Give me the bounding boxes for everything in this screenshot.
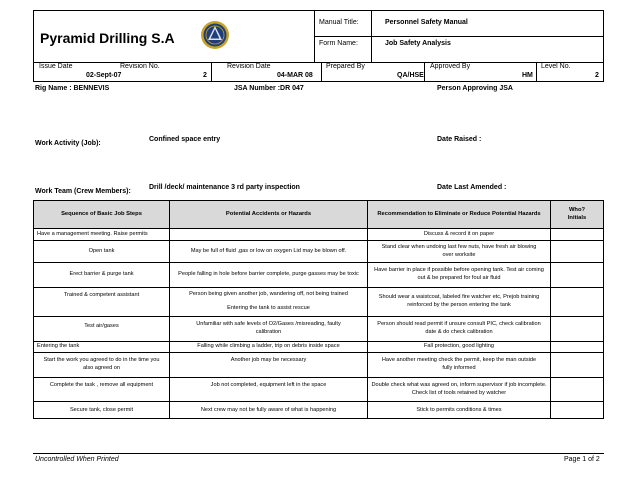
table-cell-step: Open tank [88,247,115,254]
header-divider [314,36,604,37]
table-cell-initials [551,402,603,419]
issue-date-value: 02-Sept-07 [86,72,122,79]
table-cell-initials [551,229,603,240]
table-cell-step: Complete the task , remove all equipment [49,382,154,389]
table-cell-hazard: Unfamiliar with safe levels of O2/Gases /misreading, faulty calibration [196,321,341,335]
issue-date-label: Issue Date [39,63,73,70]
table-cell-recommendation: Have barrier in place if possible before opening tank. Test air coming out & be prepared for foul air fluid [374,267,544,281]
table-cell-recommendation: Stand clear when undoing last few nuts, have fresh air blowing over worksite [381,243,537,258]
table-cell-initials [551,288,603,316]
table-cell-recommendation: Have another meeting check the permit, keep the man outside fully informed [381,357,537,371]
manual-title-value: Personnel Safety Manual [385,19,468,26]
table-cell-initials [551,263,603,287]
jsa-number: JSA Number :DR 047 [234,85,304,92]
table-cell-step: Trained & competent assistant [63,292,140,299]
table-cell-recommendation: Stick to permits conditions & times [416,406,502,413]
date-raised-label: Date Raised : [437,136,482,143]
table-header-cell: Sequence of Basic Job Steps [34,201,169,228]
prepared-by-value: QA/HSE [397,72,424,79]
work-team-label: Work Team (Crew Members): [35,188,131,195]
header-divider [536,62,537,82]
work-activity-value: Confined space entry [149,136,221,143]
level-no-label: Level No. [541,63,571,70]
footer-page-number: Page 1 of 2 [564,456,600,463]
revision-no-label: Revision No. [120,63,160,70]
level-no-value: 2 [595,72,599,79]
table-cell-hazard: Job not completed, equipment left in the space [210,382,327,389]
table-cell-recommendation: Discuss & record it on paper [423,230,495,237]
table-cell-recommendation: Fall protection, good lighting [424,343,494,350]
company-logo [200,20,230,50]
form-name-value: Job Safety Analysis [385,40,451,47]
header-divider [321,62,322,82]
header-divider [211,62,212,82]
person-approving-label: Person Approving JSA [437,85,513,92]
table-cell-hazard: Person being given another job, wandering off, not being trained [189,291,348,298]
table-cell-hazard [170,229,367,240]
table-cell-recommendation: Double check what was agreed on, inform supervisor if job incomplete. Check list of tools retained by watcher [371,381,547,396]
prepared-by-label: Prepared By [326,63,365,70]
rig-name: Rig Name : BENNEVIS [35,85,110,92]
table-cell-hazard-extra: Entering the tank to assist rescue [227,304,310,311]
table-cell-hazard: Next crew may not be fully aware of what is happening [200,406,337,413]
revision-date-label: Revision Date [227,63,271,70]
table-cell-recommendation: Should wear a waistcoat, labeled fire watcher etc, Prejob training reinforced by the person entering the tank [378,294,540,308]
work-activity-label: Work Activity (Job): [35,140,101,147]
work-team-value: Drill /deck/ maintenance 3 rd party inspection [149,184,300,191]
table-header-cell: Who? Initials [551,201,603,228]
table-cell-step: Entering the tank [37,343,80,350]
table-cell-hazard: May be full of fluid ,gas or low on oxygen Lid may be blown off. [190,247,347,254]
header-divider [424,62,425,82]
footer-uncontrolled: Uncontrolled When Printed [35,456,119,463]
approved-by-value: HM [522,72,533,79]
company-name: Pyramid Drilling S.A [40,30,175,46]
approved-by-label: Approved By [430,63,471,70]
table-cell-initials [551,353,603,377]
table-header-cell: Potential Accidents or Hazards [170,201,367,228]
table-cell-step: Start the work you agreed to do in the time you also agreed on [43,357,160,371]
table-cell-step: Test air/gases [84,323,119,330]
table-header-cell: Recommendation to Eliminate or Reduce Potential Hazards [368,201,550,228]
table-cell-initials [551,317,603,341]
table-cell-hazard: Falling while climbing a ladder, trip on debris inside space [197,343,340,350]
header-divider [33,62,604,63]
revision-no-value: 2 [203,72,207,79]
table-cell-initials [551,342,603,352]
table-cell-initials [551,241,603,262]
table-cell-recommendation: Person should read permit if unsure consult PIC, check calibration date & do check calibration [377,321,541,335]
table-cell-step: Have a management meeting. Raise permits [37,230,148,237]
table-cell-step: Erect barrier & purge tank [69,271,134,278]
revision-date-value: 04-MAR 08 [277,72,313,79]
date-last-amended-label: Date Last Amended : [437,184,507,191]
manual-title-label: Manual Title: [319,19,359,26]
table-cell-hazard: People falling in hole before barrier complete, purge gasses may be toxic [178,271,359,278]
table-cell-hazard: Another job may be necessary [230,357,307,364]
footer-rule [33,453,604,454]
form-name-label: Form Name: [319,40,358,47]
table-cell-initials [551,378,603,401]
table-cell-step: Secure tank, close permit [69,406,134,413]
